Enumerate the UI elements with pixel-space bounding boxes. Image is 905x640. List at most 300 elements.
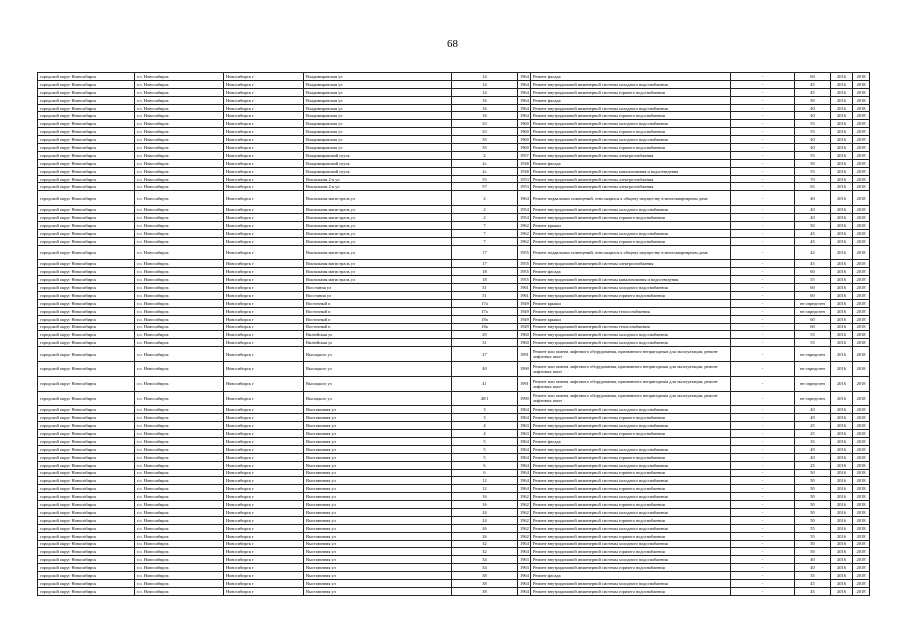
street-cell: Вокзальная магистраль ул [304, 245, 452, 260]
work-type-cell: Ремонт внутридомовой инженерной системы горячего водоснабжения [531, 291, 731, 299]
municipality-cell: городской округ Новосибирск [38, 268, 135, 276]
start-year-cell: 2016 [831, 579, 853, 587]
year-built-cell: 1991 [518, 376, 531, 391]
work-type-cell: Ремонт внутридомовой инженерной системы холодного водоснабжения [531, 524, 731, 532]
dash-cell: - [731, 548, 795, 556]
municipality-cell: городской округ Новосибирск [38, 276, 135, 284]
start-year-cell: 2016 [831, 167, 853, 175]
municipality-cell: городской округ Новосибирск [38, 260, 135, 268]
city-cell: Новосибирск г [224, 284, 304, 292]
city-cell: Новосибирск г [224, 493, 304, 501]
start-year-cell: 2016 [831, 136, 853, 144]
settlement-cell: г.о. Новосибирск [135, 414, 224, 422]
city-cell: Новосибирск г [224, 376, 304, 391]
end-year-cell: 2018 [853, 362, 870, 377]
table-row [38, 493, 870, 501]
settlement-cell: г.о. Новосибирск [135, 477, 224, 485]
duration-cell: 45 [795, 579, 831, 587]
table-row [38, 331, 870, 339]
city-cell: Новосибирск г [224, 136, 304, 144]
duration-cell: 70 [795, 175, 831, 183]
table-row [38, 501, 870, 509]
city-cell: Новосибирск г [224, 237, 304, 245]
house-number-cell: 18 [452, 276, 518, 284]
municipality-cell: городской округ Новосибирск [38, 414, 135, 422]
duration-cell: 50 [795, 516, 831, 524]
settlement-cell: г.о. Новосибирск [135, 268, 224, 276]
duration-cell: 60 [795, 291, 831, 299]
settlement-cell: г.о. Новосибирск [135, 501, 224, 509]
end-year-cell: 2018 [853, 128, 870, 136]
end-year-cell: 2018 [853, 221, 870, 229]
year-built-cell: 1949 [518, 299, 531, 307]
city-cell: Новосибирск г [224, 299, 304, 307]
street-cell: Владимировский спуск [304, 167, 452, 175]
table-row [38, 183, 870, 191]
street-cell: Владимировская ул [304, 73, 452, 81]
settlement-cell: г.о. Новосибирск [135, 229, 224, 237]
table-row [38, 362, 870, 377]
end-year-cell: 2018 [853, 183, 870, 191]
year-built-cell: 1964 [518, 80, 531, 88]
year-built-cell: 1961 [518, 284, 531, 292]
work-type-cell: Ремонт крыши [531, 299, 731, 307]
year-built-cell: 1964 [518, 406, 531, 414]
street-cell: Владимировская ул [304, 112, 452, 120]
dash-cell: - [731, 291, 795, 299]
dash-cell: - [731, 508, 795, 516]
table-row [38, 221, 870, 229]
street-cell: Высоцкого ул [304, 391, 452, 406]
year-built-cell: 1963 [518, 422, 531, 430]
city-cell: Новосибирск г [224, 469, 304, 477]
municipality-cell: городской округ Новосибирск [38, 556, 135, 564]
city-cell: Новосибирск г [224, 508, 304, 516]
year-built-cell: 1962 [518, 532, 531, 540]
house-number-cell: 40/1 [452, 391, 518, 406]
municipality-cell: городской округ Новосибирск [38, 299, 135, 307]
end-year-cell: 2018 [853, 276, 870, 284]
start-year-cell: 2016 [831, 229, 853, 237]
work-type-cell: Ремонт внутридомовой инженерной системы холодного водоснабжения [531, 406, 731, 414]
dash-cell: - [731, 376, 795, 391]
municipality-cell: городской округ Новосибирск [38, 453, 135, 461]
end-year-cell: 2018 [853, 485, 870, 493]
street-cell: Вилюйская ул [304, 331, 452, 339]
city-cell: Новосибирск г [224, 485, 304, 493]
start-year-cell: 2016 [831, 501, 853, 509]
end-year-cell: 2018 [853, 430, 870, 438]
street-cell: Восточный п [304, 299, 452, 307]
settlement-cell: г.о. Новосибирск [135, 532, 224, 540]
house-number-cell: 17а [452, 299, 518, 307]
duration-cell: не определен [795, 307, 831, 315]
city-cell: Новосибирск г [224, 291, 304, 299]
house-number-cell: 24 [452, 508, 518, 516]
work-type-cell: Ремонт внутридомовой инженерной системы теплоснабжения [531, 323, 731, 331]
year-built-cell: 1938 [518, 159, 531, 167]
work-type-cell: Ремонт внутридомовой инженерной системы электроснабжения [531, 183, 731, 191]
end-year-cell: 2018 [853, 331, 870, 339]
end-year-cell: 2018 [853, 572, 870, 580]
work-type-cell: Ремонт фасада [531, 572, 731, 580]
table-row [38, 548, 870, 556]
street-cell: Владимировская ул [304, 120, 452, 128]
start-year-cell: 2016 [831, 540, 853, 548]
municipality-cell: городской округ Новосибирск [38, 112, 135, 120]
year-built-cell: 1962 [518, 516, 531, 524]
year-built-cell: 1964 [518, 453, 531, 461]
table-row [38, 112, 870, 120]
city-cell: Новосибирск г [224, 191, 304, 206]
year-built-cell: 1964 [518, 579, 531, 587]
end-year-cell: 2018 [853, 477, 870, 485]
municipality-cell: городской округ Новосибирск [38, 477, 135, 485]
settlement-cell: г.о. Новосибирск [135, 564, 224, 572]
municipality-cell: городской округ Новосибирск [38, 284, 135, 292]
duration-cell: 60 [795, 73, 831, 81]
city-cell: Новосибирск г [224, 144, 304, 152]
year-built-cell: 1962 [518, 508, 531, 516]
street-cell: Владимировская ул [304, 96, 452, 104]
settlement-cell: г.о. Новосибирск [135, 331, 224, 339]
municipality-cell: городской округ Новосибирск [38, 362, 135, 377]
end-year-cell: 2018 [853, 214, 870, 222]
end-year-cell: 2018 [853, 469, 870, 477]
table-row [38, 323, 870, 331]
city-cell: Новосибирск г [224, 183, 304, 191]
house-number-cell: 14 [452, 80, 518, 88]
work-type-cell: Ремонт внутридомовой инженерной системы холодного водоснабжения [531, 422, 731, 430]
end-year-cell: 2018 [853, 461, 870, 469]
dash-cell: - [731, 104, 795, 112]
settlement-cell: г.о. Новосибирск [135, 284, 224, 292]
table-row [38, 96, 870, 104]
table-row [38, 245, 870, 260]
street-cell: Вокзальная магистраль ул [304, 214, 452, 222]
end-year-cell: 2018 [853, 104, 870, 112]
end-year-cell: 2018 [853, 556, 870, 564]
start-year-cell: 2016 [831, 221, 853, 229]
street-cell: Высоцкого ул [304, 362, 452, 377]
city-cell: Новосибирск г [224, 501, 304, 509]
duration-cell: 40 [795, 206, 831, 214]
duration-cell: 50 [795, 508, 831, 516]
settlement-cell: г.о. Новосибирск [135, 516, 224, 524]
municipality-cell: городской округ Новосибирск [38, 104, 135, 112]
settlement-cell: г.о. Новосибирск [135, 548, 224, 556]
dash-cell: - [731, 191, 795, 206]
city-cell: Новосибирск г [224, 307, 304, 315]
table-row [38, 307, 870, 315]
city-cell: Новосибирск г [224, 453, 304, 461]
street-cell: Вокзальная 2-я ул [304, 175, 452, 183]
street-cell: Выставочная ул [304, 516, 452, 524]
start-year-cell: 2016 [831, 151, 853, 159]
year-built-cell: 1955 [518, 268, 531, 276]
end-year-cell: 2018 [853, 453, 870, 461]
start-year-cell: 2016 [831, 183, 853, 191]
dash-cell: - [731, 80, 795, 88]
end-year-cell: 2018 [853, 540, 870, 548]
table-row [38, 485, 870, 493]
municipality-cell: городской округ Новосибирск [38, 391, 135, 406]
work-type-cell: Ремонт внутридомовой инженерной системы горячего водоснабжения [531, 485, 731, 493]
work-type-cell: Ремонт или замена лифтового оборудования, признанного непригодным для эксплуатации, ремонт лифтовых шахт [531, 347, 731, 362]
city-cell: Новосибирск г [224, 104, 304, 112]
street-cell: Выставочная ул [304, 414, 452, 422]
year-built-cell: 1964 [518, 477, 531, 485]
settlement-cell: г.о. Новосибирск [135, 437, 224, 445]
settlement-cell: г.о. Новосибирск [135, 237, 224, 245]
year-built-cell: 1964 [518, 112, 531, 120]
street-cell: Вокзальная магистраль ул [304, 260, 452, 268]
start-year-cell: 2016 [831, 524, 853, 532]
dash-cell: - [731, 572, 795, 580]
street-cell: Выставочная ул [304, 548, 452, 556]
start-year-cell: 2016 [831, 508, 853, 516]
city-cell: Новосибирск г [224, 96, 304, 104]
city-cell: Новосибирск г [224, 260, 304, 268]
work-type-cell: Ремонт внутридомовой инженерной системы холодного водоснабжения [531, 493, 731, 501]
city-cell: Новосибирск г [224, 572, 304, 580]
end-year-cell: 2018 [853, 237, 870, 245]
house-number-cell: 2 [452, 206, 518, 214]
dash-cell: - [731, 206, 795, 214]
start-year-cell: 2016 [831, 572, 853, 580]
year-built-cell: 1964 [518, 104, 531, 112]
year-built-cell: 1962 [518, 237, 531, 245]
dash-cell: - [731, 339, 795, 347]
city-cell: Новосибирск г [224, 88, 304, 96]
city-cell: Новосибирск г [224, 221, 304, 229]
table-row [38, 206, 870, 214]
city-cell: Новосибирск г [224, 391, 304, 406]
table-row [38, 128, 870, 136]
city-cell: Новосибирск г [224, 532, 304, 540]
end-year-cell: 2018 [853, 406, 870, 414]
dash-cell: - [731, 183, 795, 191]
table-row [38, 276, 870, 284]
table-row [38, 237, 870, 245]
table-row [38, 477, 870, 485]
year-built-cell: 1964 [518, 445, 531, 453]
work-type-cell: Ремонт внутридомовой инженерной системы холодного водоснабжения [531, 136, 731, 144]
street-cell: Высоцкого ул [304, 376, 452, 391]
house-number-cell: 4 [452, 430, 518, 438]
end-year-cell: 2018 [853, 175, 870, 183]
house-number-cell: 57 [452, 183, 518, 191]
settlement-cell: г.о. Новосибирск [135, 453, 224, 461]
start-year-cell: 2016 [831, 88, 853, 96]
end-year-cell: 2018 [853, 284, 870, 292]
start-year-cell: 2016 [831, 73, 853, 81]
municipality-cell: городской округ Новосибирск [38, 245, 135, 260]
municipality-cell: городской округ Новосибирск [38, 406, 135, 414]
dash-cell: - [731, 268, 795, 276]
street-cell: Выставочная ул [304, 493, 452, 501]
city-cell: Новосибирск г [224, 175, 304, 183]
settlement-cell: г.о. Новосибирск [135, 191, 224, 206]
city-cell: Новосибирск г [224, 245, 304, 260]
municipality-cell: городской округ Новосибирск [38, 508, 135, 516]
city-cell: Новосибирск г [224, 339, 304, 347]
dash-cell: - [731, 579, 795, 587]
city-cell: Новосибирск г [224, 540, 304, 548]
end-year-cell: 2018 [853, 167, 870, 175]
house-number-cell: 18а [452, 323, 518, 331]
end-year-cell: 2018 [853, 422, 870, 430]
dash-cell: - [731, 524, 795, 532]
table-row [38, 120, 870, 128]
duration-cell: 55 [795, 276, 831, 284]
end-year-cell: 2018 [853, 391, 870, 406]
street-cell: Выставочная ул [304, 477, 452, 485]
year-built-cell: 1949 [518, 323, 531, 331]
duration-cell: 45 [795, 260, 831, 268]
end-year-cell: 2018 [853, 445, 870, 453]
street-cell: Восточный п [304, 323, 452, 331]
work-type-cell: Ремонт крыши [531, 315, 731, 323]
work-type-cell: Ремонт фасада [531, 73, 731, 81]
end-year-cell: 2018 [853, 532, 870, 540]
year-built-cell: 1960 [518, 144, 531, 152]
settlement-cell: г.о. Новосибирск [135, 556, 224, 564]
city-cell: Новосибирск г [224, 229, 304, 237]
dash-cell: - [731, 445, 795, 453]
settlement-cell: г.о. Новосибирск [135, 540, 224, 548]
municipality-cell: городской округ Новосибирск [38, 422, 135, 430]
house-number-cell: 55 [452, 175, 518, 183]
municipality-cell: городской округ Новосибирск [38, 516, 135, 524]
year-built-cell: 1949 [518, 315, 531, 323]
city-cell: Новосибирск г [224, 445, 304, 453]
duration-cell: 55 [795, 128, 831, 136]
end-year-cell: 2018 [853, 315, 870, 323]
street-cell: Выставочная ул [304, 579, 452, 587]
table-row [38, 391, 870, 406]
duration-cell: не определен [795, 347, 831, 362]
house-number-cell: 41 [452, 376, 518, 391]
year-built-cell: 1954 [518, 206, 531, 214]
city-cell: Новосибирск г [224, 556, 304, 564]
house-number-cell: 26 [452, 532, 518, 540]
street-cell: Выставочная ул [304, 445, 452, 453]
house-number-cell: 16 [452, 96, 518, 104]
municipality-cell: городской округ Новосибирск [38, 191, 135, 206]
work-type-cell: Ремонт внутридомовой инженерной системы холодного водоснабжения [531, 540, 731, 548]
duration-cell: 55 [795, 532, 831, 540]
work-type-cell: Ремонт внутридомовой инженерной системы холодного водоснабжения [531, 120, 731, 128]
dash-cell: - [731, 430, 795, 438]
work-type-cell: Ремонт фасада [531, 159, 731, 167]
settlement-cell: г.о. Новосибирск [135, 391, 224, 406]
house-number-cell: 24 [452, 516, 518, 524]
work-type-cell: Ремонт фасада [531, 96, 731, 104]
dash-cell: - [731, 284, 795, 292]
duration-cell: 40 [795, 191, 831, 206]
duration-cell: 40 [795, 564, 831, 572]
end-year-cell: 2018 [853, 136, 870, 144]
house-number-cell: 6 [452, 461, 518, 469]
municipality-cell: городской округ Новосибирск [38, 128, 135, 136]
dash-cell: - [731, 73, 795, 81]
table-row [38, 191, 870, 206]
municipality-cell: городской округ Новосибирск [38, 347, 135, 362]
start-year-cell: 2016 [831, 191, 853, 206]
work-type-cell: Ремонт внутридомовой инженерной системы холодного водоснабжения [531, 508, 731, 516]
municipality-cell: городской округ Новосибирск [38, 323, 135, 331]
work-type-cell: Ремонт внутридомовой инженерной системы горячего водоснабжения [531, 469, 731, 477]
house-number-cell: 7 [452, 229, 518, 237]
house-number-cell: 2 [452, 214, 518, 222]
street-cell: Вокзальная магистраль ул [304, 191, 452, 206]
start-year-cell: 2016 [831, 237, 853, 245]
settlement-cell: г.о. Новосибирск [135, 430, 224, 438]
duration-cell: 60 [795, 323, 831, 331]
year-built-cell: 1990 [518, 362, 531, 377]
work-type-cell: Ремонт внутридомовой инженерной системы канализования и водоотведения [531, 276, 731, 284]
year-built-cell: 1955 [518, 276, 531, 284]
street-cell: Вокзальная магистраль ул [304, 276, 452, 284]
work-type-cell: Ремонт подвальных помещений, относящихся к общему имуществу в многоквартирном доме [531, 191, 731, 206]
table-row [38, 268, 870, 276]
work-type-cell: Ремонт внутридомовой инженерной системы горячего водоснабжения [531, 453, 731, 461]
work-type-cell: Ремонт внутридомовой инженерной системы горячего водоснабжения [531, 587, 731, 595]
work-type-cell: Ремонт фасада [531, 268, 731, 276]
start-year-cell: 2016 [831, 548, 853, 556]
start-year-cell: 2016 [831, 339, 853, 347]
settlement-cell: г.о. Новосибирск [135, 307, 224, 315]
house-number-cell: 29 [452, 331, 518, 339]
house-number-cell: 32 [452, 548, 518, 556]
work-type-cell: Ремонт внутридомовой инженерной системы холодного водоснабжения [531, 477, 731, 485]
duration-cell: 55 [795, 151, 831, 159]
start-year-cell: 2016 [831, 556, 853, 564]
year-built-cell: 1964 [518, 414, 531, 422]
end-year-cell: 2018 [853, 347, 870, 362]
city-cell: Новосибирск г [224, 206, 304, 214]
municipality-cell: городской округ Новосибирск [38, 540, 135, 548]
municipality-cell: городской округ Новосибирск [38, 469, 135, 477]
duration-cell: 50 [795, 221, 831, 229]
settlement-cell: г.о. Новосибирск [135, 206, 224, 214]
municipality-cell: городской округ Новосибирск [38, 151, 135, 159]
settlement-cell: г.о. Новосибирск [135, 362, 224, 377]
settlement-cell: г.о. Новосибирск [135, 144, 224, 152]
table-row [38, 430, 870, 438]
house-number-cell: 51 [452, 284, 518, 292]
year-built-cell: 1963 [518, 430, 531, 438]
municipality-cell: городской округ Новосибирск [38, 501, 135, 509]
year-built-cell: 1960 [518, 136, 531, 144]
city-cell: Новосибирск г [224, 214, 304, 222]
city-cell: Новосибирск г [224, 524, 304, 532]
end-year-cell: 2018 [853, 96, 870, 104]
year-built-cell: 1964 [518, 73, 531, 81]
table-row [38, 461, 870, 469]
duration-cell: 40 [795, 104, 831, 112]
year-built-cell: 1953 [518, 183, 531, 191]
start-year-cell: 2016 [831, 80, 853, 88]
duration-cell: 55 [795, 524, 831, 532]
table-row [38, 516, 870, 524]
table-row [38, 88, 870, 96]
start-year-cell: 2016 [831, 120, 853, 128]
work-type-cell: Ремонт внутридомовой инженерной системы теплоснабжения [531, 307, 731, 315]
settlement-cell: г.о. Новосибирск [135, 276, 224, 284]
table-row [38, 151, 870, 159]
